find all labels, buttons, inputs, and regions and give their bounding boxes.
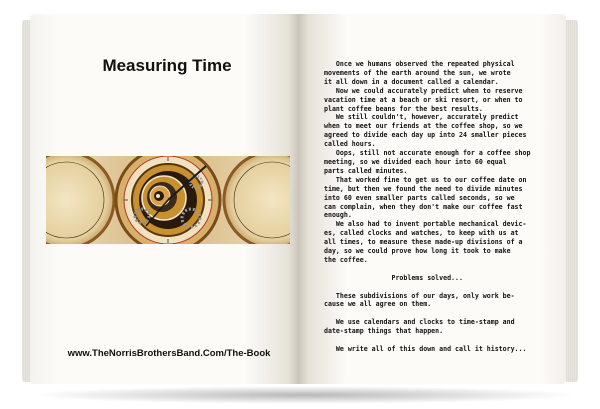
text-line: can complain, when they don't make our coffee fast (324, 202, 523, 211)
body-text (324, 60, 544, 354)
text-line: We write all of this down and call it history... (324, 345, 527, 353)
text-line: date-stamp things that happen. (324, 327, 444, 336)
text-line: parts called minutes. (324, 166, 408, 175)
text-line: plant coffee beans for the best results. (324, 104, 483, 113)
left-page (30, 14, 298, 384)
text-line: the coffee. (324, 255, 368, 264)
text-line: We use calendars and clocks to time-stamp and (324, 318, 515, 327)
text-line: cause we all agree on them. (324, 300, 432, 309)
text-line: meeting, so we divided each hour into 60 equal (324, 157, 507, 166)
text-line: called hours. (324, 140, 376, 149)
right-page-edges (566, 20, 578, 382)
open-book (22, 14, 578, 394)
text-line: es, called clocks and watches, to keep with us at (324, 229, 519, 238)
book-shadow (28, 386, 580, 404)
clock-illustration (46, 156, 290, 244)
text-line: all times, to measure these made-up divisions of a (324, 238, 523, 247)
text-line: Oops, still not accurate enough for a coffee shop (324, 149, 531, 158)
text-line (324, 265, 544, 274)
text-line (324, 309, 544, 318)
text-line (324, 283, 544, 292)
spiral-clock-image (46, 156, 290, 244)
text-line: vacation time at a beach or ski resort, or when to (324, 95, 523, 104)
text-line: We also had to invent portable mechanical devic- (324, 220, 527, 229)
text-line: enough. (324, 211, 352, 220)
text-line: time, but then we found the need to divide minutes (324, 184, 523, 193)
text-line: it all down in a document called a calendar. (324, 77, 499, 86)
text-line: movements of the earth around the sun, we wrote (324, 68, 511, 77)
text-line: Once we humans observed the repeated physical (324, 60, 515, 68)
text-line: agreed to divide each day up into 24 smaller pieces (324, 131, 527, 140)
text-line: day, so we could prove how long it took to make (324, 247, 511, 256)
text-line: These subdivisions of our days, only work be- (324, 291, 515, 300)
text-line: That worked fine to get us to our coffee date on (324, 175, 527, 184)
right-page (298, 14, 566, 384)
text-line: when to meet our friends at the coffee shop, so we (324, 122, 523, 131)
website-url: www.TheNorrisBrothersBand.Com/The-Book (67, 348, 271, 359)
page-title: Measuring Time (102, 56, 232, 75)
text-line: into 60 even smaller parts called seconds, so we (324, 193, 515, 202)
text-line: Now we could accurately predict when to reserve (324, 86, 523, 95)
text-line: Problems solved... (324, 273, 463, 282)
text-line: We still couldn't, however, accurately predict (324, 113, 519, 122)
text-line (324, 336, 544, 345)
